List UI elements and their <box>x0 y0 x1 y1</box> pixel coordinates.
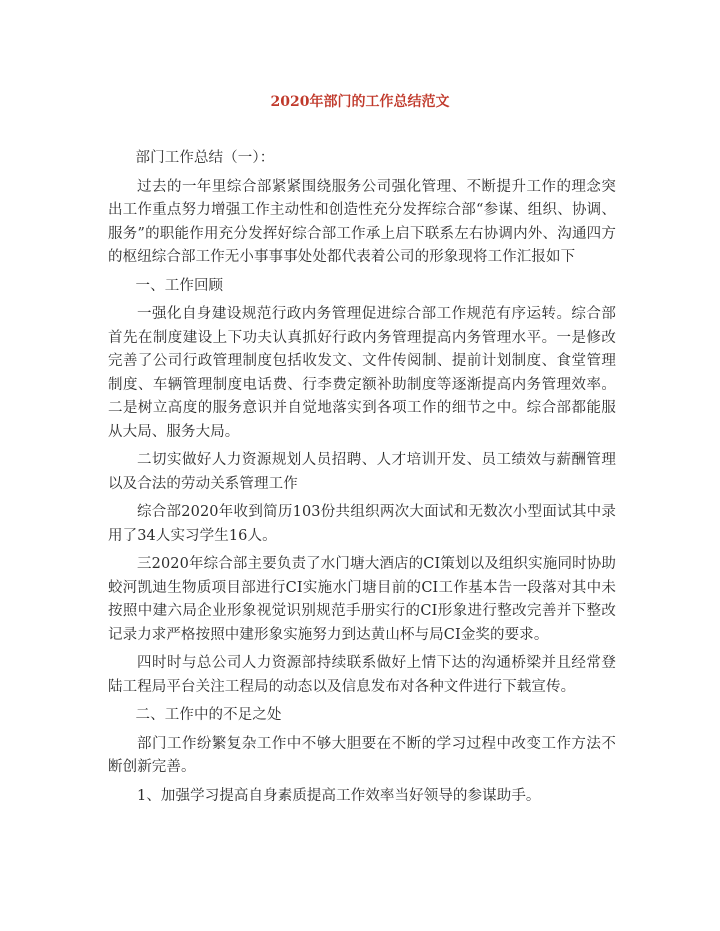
paragraph-improvement-one: 1、加强学习提高自身素质提高工作效率当好领导的参谋助手。 <box>137 787 541 804</box>
paragraph-recruitment: 综合部2020年收到简历103份共组织两次大面试和无数次小型面试其中录用了34人实习学生16人。 <box>108 504 616 544</box>
paragraph-intro: 过去的一年里综合部紧紧围绕服务公司强化管理、不断提升工作的理念突出工作重点努力增强工作主动性和创造性充分发挥综合部“参谋、组织、协调、服务”的职能作用充分发挥好综合部工作承上启下联系左右协调内外、沟通四方的枢纽综合部工作无小事事事处处都代表着公司的形象现将工作汇报如下 <box>108 178 616 265</box>
section-heading-summary-one: 部门工作总结（一）： <box>135 150 275 166</box>
paragraph-item-one: 一强化自身建设规范行政内务管理促进综合部工作规范有序运转。综合部首先在制度建设上下功夫认真抓好行政内务管理提高内务管理水平。一是修改完善了公司行政管理制度包括收发文、文件传阅制、提前计划制度、食堂管理制度、车辆管理制度电话费、行李费定额补助制度等逐渐提高内务管理效率。二是树立高度的服务意识并自觉地落实到各项工作的细节之中。综合部都能服从大局、服务大局。 <box>108 306 616 440</box>
paragraph-item-three: 三2020年综合部主要负责了水门塘大酒店的CI策划以及组织实施同时协助蛟河凯迪生物质项目部进行CI实施水门塘目前的CI工作基本告一段落对其中未按照中建六局企业形象视觉识别规范手册实行的CI形象进行整改完善并下整改记录力求严格按照中建形象实施努力到达黄山杯与局CI金奖的要求。 <box>108 556 616 643</box>
document-body <box>108 147 616 813</box>
paragraph-shortcomings: 部门工作纷繁复杂工作中不够大胆要在不断的学习过程中改变工作方法不断创新完善。 <box>108 735 616 775</box>
document-title: 2020年部门的工作总结范文 <box>270 94 450 110</box>
section-heading-work-review: 一、工作回顾 <box>135 277 224 294</box>
paragraph-item-two: 二切实做好人力资源规划人员招聘、人才培训开发、员工绩效与薪酬管理以及合法的劳动关系管理工作 <box>108 452 616 492</box>
paragraph-item-four: 四时时与总公司人力资源部持续联系做好上情下达的沟通桥梁并且经常登陆工程局平台关注工程局的动态以及信息发布对各种文件进行下载宣传。 <box>108 655 616 695</box>
section-heading-shortcomings: 二、工作中的不足之处 <box>135 707 282 723</box>
